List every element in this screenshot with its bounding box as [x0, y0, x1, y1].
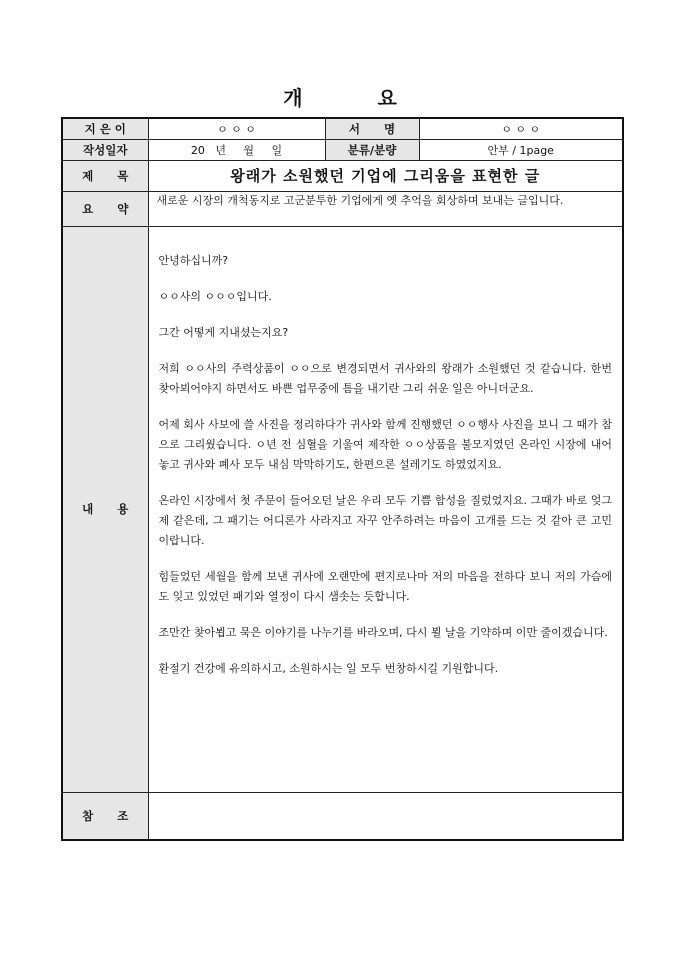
- reference-label: 참 조: [62, 792, 148, 840]
- content-paragraph: 환절기 건강에 유의하시고, 소원하시는 일 모두 번창하시길 기원합니다.: [158, 661, 499, 675]
- subject-value: 왕래가 소원했던 기업에 그리움을 표현한 글: [148, 160, 623, 191]
- category-label: 분류/분량: [325, 139, 419, 160]
- content-paragraph: 저희 ㅇㅇ사의 주력상품이 ㅇㅇ으로 변경되면서 귀사와의 왕래가 소원했던 것 같습니다. 한번 찾아뵈어야지 하면서도 바쁜 업무중에 틈을 내기란 그리 쉬운 일은 아니더군요.: [158, 361, 612, 395]
- author-row: [62, 118, 623, 139]
- category-value: 안부 / 1page: [419, 139, 623, 160]
- summary-label: 요 약: [62, 191, 148, 226]
- content-body: [148, 226, 623, 792]
- content-paragraph: 안녕하십니까?: [158, 253, 229, 267]
- content-paragraph: 힘들었던 세월을 함께 보낸 귀사에 오랜만에 편지로나마 저의 마음을 전하다 보니 저의 가슴에도 잊고 있었던 패기와 열정이 다시 샘솟는 듯합니다.: [158, 569, 612, 603]
- subject-row: [62, 160, 623, 191]
- content-paragraph: 조만간 찾아뵙고 묵은 이야기를 나누기를 바라오며, 다시 뵐 날을 기약하며 이만 줄이겠습니다.: [158, 625, 608, 639]
- summary-value: 새로운 시장의 개척동지로 고군분투한 기업에게 옛 추억을 회상하며 보내는 글입니다.: [148, 191, 623, 226]
- content-paragraph: 그간 어떻게 지내셨는지요?: [158, 325, 289, 339]
- reference-row: [62, 792, 623, 840]
- reference-value: [148, 792, 623, 840]
- summary-row: [62, 191, 623, 226]
- author-value: ㅇ ㅇ ㅇ: [148, 118, 325, 139]
- date-row: [62, 139, 623, 160]
- signature-label: 서 명: [325, 118, 419, 139]
- summary-form-table: [61, 117, 624, 841]
- date-label: 작성일자: [62, 139, 148, 160]
- content-paragraph: ㅇㅇ사의 ㅇㅇㅇ입니다.: [158, 289, 272, 303]
- subject-label: 제 목: [62, 160, 148, 191]
- date-value: 20 년 월 일: [148, 139, 325, 160]
- content-paragraph: 어제 회사 사보에 쓸 사진을 정리하다가 귀사와 함께 진행했던 ㅇㅇ행사 사진을 보니 그 때가 참으로 그리웠습니다. ㅇ년 전 심혈을 기울여 제작한 ㅇㅇ상품을 불모지였던 온라인 시장에 내어놓고 귀사와 폐사 모두 내심 막막하기도, 한편으론 설레기도 하였었지요.: [158, 417, 612, 471]
- author-label: 지 은 이: [62, 118, 148, 139]
- content-label: 내 용: [62, 226, 148, 792]
- signature-value: ㅇ ㅇ ㅇ: [419, 118, 623, 139]
- document-title: 개 요: [283, 86, 431, 110]
- content-row: [62, 226, 623, 792]
- content-paragraph: 온라인 시장에서 첫 주문이 들어오던 날은 우리 모두 기쁨 함성을 질렀었지요. 그때가 바로 엊그제 같은데, 그 패기는 어디론가 사라지고 자꾸 안주하려는 마음이 고개를 드는 것 같아 큰 고민이랍니다.: [158, 493, 612, 547]
